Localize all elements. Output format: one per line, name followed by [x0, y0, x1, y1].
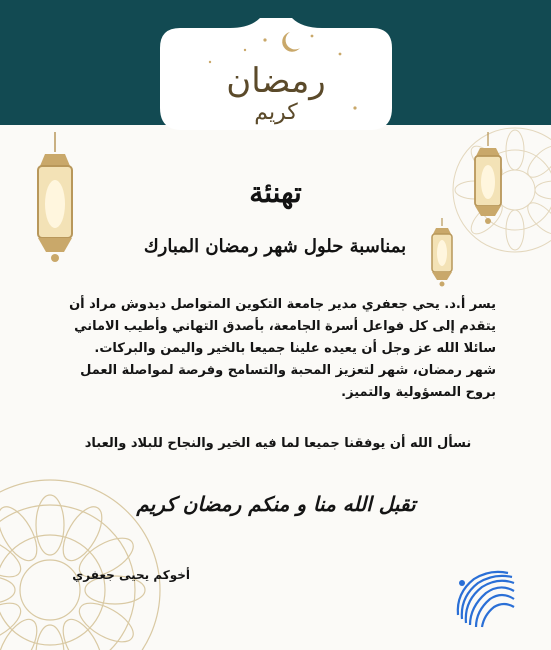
message-body: [60, 294, 496, 404]
badge-title: رمضان: [226, 61, 326, 101]
message-line: سائلا الله عز وجل أن يعيده علينا جميعا بالخير واليمن والبركات.: [94, 341, 496, 356]
message-line: شهر رمضان، شهر لتعزيز المحبة والتسامح وفرصة لمواصلة العمل: [80, 363, 496, 378]
ramadan-badge: [140, 18, 412, 136]
message-line: يتقدم إلى كل فواعل أسرة الجامعة، بأصدق التهاني وأطيب الاماني: [74, 319, 496, 334]
message-line: بروح المسؤولية والتميز.: [341, 385, 496, 400]
signature: أخوكم يحيى جعفري: [72, 568, 190, 582]
university-logo-icon: [450, 563, 520, 631]
ramadan-greeting: تقبل الله منا و منكم رمضان كريم: [136, 492, 416, 516]
lantern-icon: [426, 218, 458, 292]
message-line: يسر أ.د. يحي جعفري مدير جامعة التكوين المتواصل ديدوش مراد أن: [69, 297, 496, 312]
occasion-subtitle: بمناسبة حلول شهر رمضان المبارك: [143, 236, 407, 257]
badge-subtitle: كريم: [254, 100, 298, 125]
page-title: تهنئة: [249, 176, 302, 209]
closing-prayer: نسأل الله أن يوفقنا جميعا لما فيه الخير والنجاح للبلاد والعباد: [84, 436, 472, 451]
